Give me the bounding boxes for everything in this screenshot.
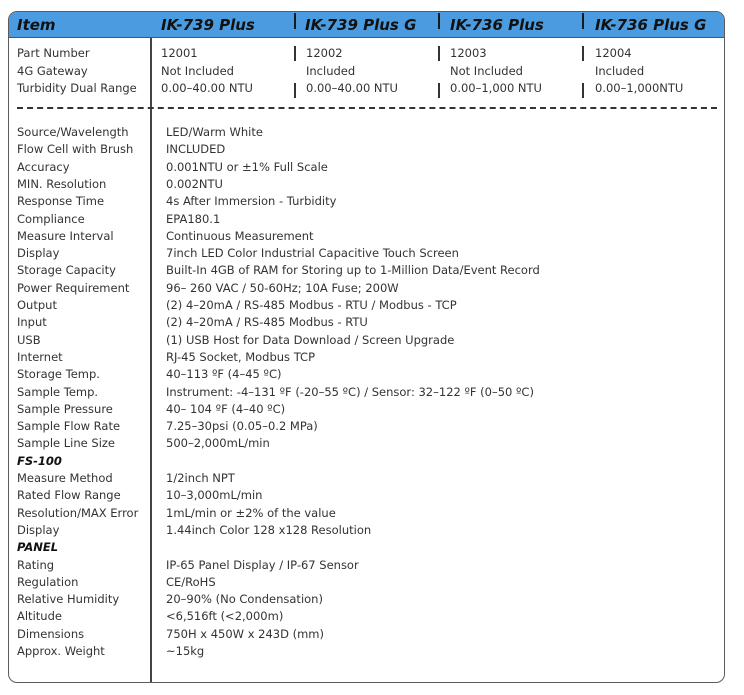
cell: Not Included: [450, 63, 523, 78]
spec-value: INCLUDED: [166, 142, 226, 157]
spec-label: Sample Pressure: [17, 401, 113, 416]
header-item: Item: [17, 16, 56, 34]
spec-label: Power Requirement: [17, 280, 130, 295]
cell: 12004: [595, 46, 632, 60]
spec-label: Measure Method: [17, 471, 113, 485]
spec-table: [8, 11, 725, 683]
spec-label: Output: [17, 298, 57, 312]
spec-value: 1/2inch NPT: [166, 471, 235, 485]
header-separator: [582, 13, 584, 29]
spec-label: Approx. Weight: [17, 644, 105, 658]
spec-value: ~15kg: [166, 644, 205, 658]
header-model-3: IK-736 Plus: [450, 16, 544, 34]
cell-separator: [582, 46, 584, 61]
spec-label: Source/Wavelength: [17, 125, 129, 139]
spec-value: RJ-45 Socket, Modbus TCP: [166, 349, 316, 364]
spec-label: Storage Capacity: [17, 263, 116, 278]
spec-value: Continuous Measurement: [166, 228, 314, 243]
header-separator: [294, 13, 296, 29]
spec-value: 96– 260 VAC / 50-60Hz; 10A Fuse; 200W: [166, 280, 399, 295]
spec-value: 750H x 450W x 243D (mm): [166, 626, 324, 641]
spec-value: 4s After Immersion - Turbidity: [166, 194, 337, 209]
spec-label: Flow Cell with Brush: [17, 142, 134, 157]
spec-value: 1.44inch Color 128 x128 Resolution: [166, 522, 372, 537]
cell: Not Included: [161, 63, 234, 78]
cell: 12002: [306, 46, 343, 60]
cell-separator: [438, 83, 440, 98]
spec-value: IP-65 Panel Display / IP-67 Sensor: [166, 557, 359, 572]
spec-value: 10–3,000mL/min: [166, 488, 263, 503]
spec-value: 1mL/min or ±2% of the value: [166, 505, 336, 520]
spec-value: 40– 104 ºF (4–40 ºC): [166, 401, 286, 416]
spec-value: 40–113 ºF (4–45 ºC): [166, 367, 282, 382]
spec-label: Display: [17, 246, 60, 261]
spec-value: Instrument: -4–131 ºF (-20–55 ºC) / Sensor: 32–122 ºF (0–50 ºC): [166, 384, 534, 399]
header-model-4: IK-736 Plus G: [595, 16, 707, 34]
spec-value: (1) USB Host for Data Download / Screen Upgrade: [166, 332, 455, 347]
spec-label: Input: [17, 315, 47, 330]
spec-label: Internet: [17, 349, 63, 364]
spec-label: Measure Interval: [17, 228, 114, 243]
spec-value: CE/RoHS: [166, 574, 216, 589]
cell: 12001: [161, 46, 198, 60]
cell: Included: [595, 63, 645, 78]
spec-value: 500–2,000mL/min: [166, 436, 270, 451]
row-label: Turbidity Dual Range: [17, 81, 137, 95]
row-label: 4G Gateway: [17, 63, 88, 78]
spec-label: Rated Flow Range: [17, 488, 121, 503]
spec-label: Sample Line Size: [17, 436, 116, 451]
header-separator: [438, 13, 440, 29]
spec-value: Built-In 4GB of RAM for Storing up to 1-Million Data/Event Record: [166, 263, 540, 278]
cell-separator: [438, 46, 440, 61]
cell: Included: [306, 63, 356, 78]
spec-value: 0.002NTU: [166, 176, 223, 191]
spec-value: 7.25–30psi (0.05–0.2 MPa): [166, 419, 318, 434]
section-heading: PANEL: [17, 540, 59, 555]
spec-value: 0.001NTU or ±1% Full Scale: [166, 159, 328, 174]
spec-value: (2) 4–20mA / RS-485 Modbus - RTU: [166, 315, 368, 330]
header-model-2: IK-739 Plus G: [305, 16, 417, 34]
cell: 12003: [450, 46, 487, 60]
spec-label: Resolution/MAX Error: [17, 505, 139, 520]
cell-separator: [294, 83, 296, 98]
spec-label: Rating: [17, 557, 55, 572]
spec-value: 7inch LED Color Industrial Capacitive Touch Screen: [166, 246, 459, 261]
cell: 0.00–40.00 NTU: [306, 81, 398, 95]
section-heading: FS-100: [17, 453, 62, 468]
cell: 0.00–1,000 NTU: [450, 81, 542, 95]
spec-label: Relative Humidity: [17, 592, 120, 607]
row-label: Part Number: [17, 46, 90, 60]
spec-value: LED/Warm White: [166, 125, 263, 139]
spec-label: Sample Temp.: [17, 384, 99, 399]
spec-label: Sample Flow Rate: [17, 419, 121, 434]
spec-label: Accuracy: [17, 159, 70, 174]
spec-label: USB: [17, 332, 41, 347]
spec-value: <6,516ft (<2,000m): [166, 609, 284, 624]
spec-label: Storage Temp.: [17, 367, 100, 382]
spec-label: Regulation: [17, 574, 79, 589]
spec-label: Display: [17, 522, 60, 537]
table-header: [9, 12, 724, 38]
cell-separator: [582, 83, 584, 98]
spec-value: (2) 4–20mA / RS-485 Modbus - RTU / Modbus - TCP: [166, 298, 457, 312]
spec-label: Compliance: [17, 211, 85, 226]
spec-value: EPA180.1: [166, 211, 221, 226]
dashed-divider: [17, 107, 717, 109]
spec-value: 20–90% (No Condensation): [166, 592, 323, 607]
cell: 0.00–40.00 NTU: [161, 81, 253, 95]
cell-separator: [294, 46, 296, 61]
header-model-1: IK-739 Plus: [161, 16, 255, 34]
spec-label: Altitude: [17, 609, 62, 624]
spec-label: MIN. Resolution: [17, 176, 107, 191]
spec-label: Response Time: [17, 194, 105, 209]
column-divider: [150, 38, 152, 683]
cell: 0.00–1,000NTU: [595, 81, 684, 95]
spec-label: Dimensions: [17, 626, 85, 641]
